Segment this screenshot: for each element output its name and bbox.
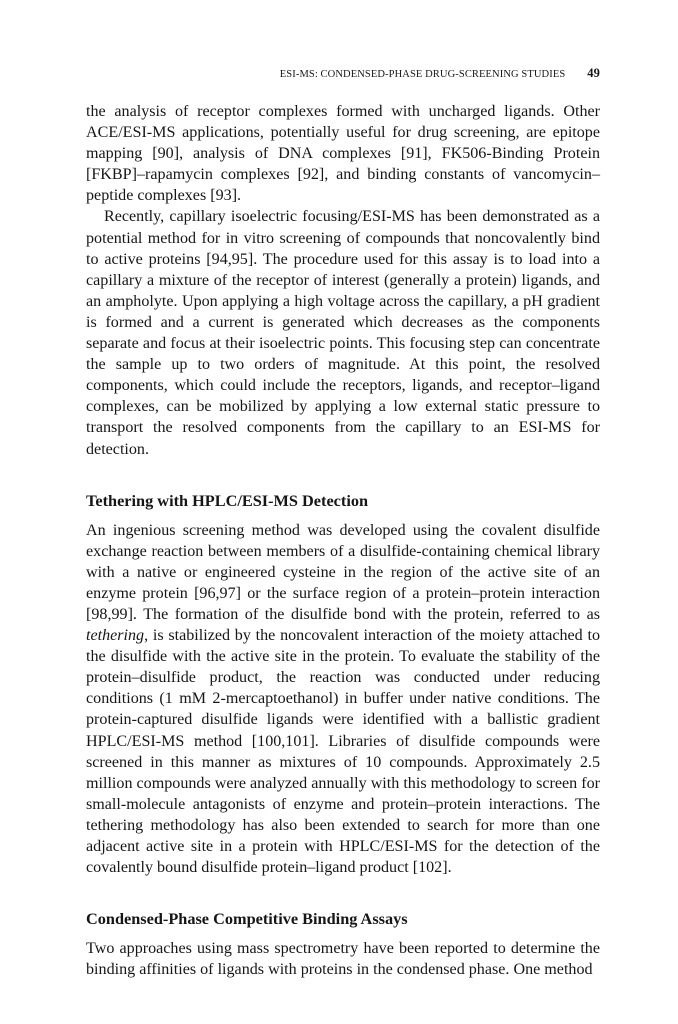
tethering-term: tethering xyxy=(86,627,145,645)
tethering-text-part-2: , is stabilized by the noncovalent interaction of the moiety attached to the disulfide with the active site in the protein. To evaluate the stability of the protein–disulfide product, the reaction was conducted under reducing conditions (1 mM 2-mercaptoethanol) in buffer under native conditions. The protein-captured disulfide ligands were identified with a ballistic gradient HPLC/ESI-MS method [100,101]. Libraries of disulfide compounds were screened in this manner as mixtures of 10 compounds. Approximately 2.5 million compounds were analyzed annually with this methodology to screen for small-molecule antagonists of enzyme and protein–protein interactions. The tethering methodology has also been extended to search for more than one adjacent active site in a protein with HPLC/ESI-MS for the detection of the covalently bound disulfide protein–ligand product [102]. xyxy=(86,627,600,877)
section-heading-tethering: Tethering with HPLC/ESI-MS Detection xyxy=(86,490,369,510)
book-page xyxy=(86,0,600,1024)
body-text xyxy=(86,101,600,980)
page-number: 49 xyxy=(587,66,600,80)
running-head xyxy=(280,66,600,81)
paragraph-competitive-binding: Two approaches using mass spectrometry have been reported to determine the binding affinities of ligands with proteins in the condensed phase. One method xyxy=(86,940,600,979)
paragraph-ace-esi-ms: the analysis of receptor complexes formed with uncharged ligands. Other ACE/ESI-MS applications, potentially useful for drug screening, are epitope mapping [90], analysis of DNA complexes [91], FK506-Binding Protein [FKBP]–rapamycin complexes [92], and binding constants of vancomycin–peptide complexes [93]. xyxy=(86,103,600,205)
running-head-title: ESI-MS: CONDENSED-PHASE DRUG-SCREENING STUDIES xyxy=(279,69,566,80)
tethering-text-part-1: An ingenious screening method was developed using the covalent disulfide exchange reaction between members of a disulfide-containing chemical library with a native or engineered cysteine in the region of the active site of an enzyme protein [96,97] or the surface region of a protein–protein interaction [98,99]. The formation of the disulfide bond with the protein, referred to as xyxy=(86,521,600,623)
paragraph-capillary-isoelectric-focusing: Recently, capillary isoelectric focusing/ESI-MS has been demonstrated as a potential method for in vitro screening of compounds that noncovalently bind to active proteins [94,95]. The procedure used for this assay is to load into a capillary a mixture of the receptor of interest (generally a protein) ligands, and an ampholyte. Upon applying a high voltage across the capillary, a pH gradient is formed and a current is generated which decreases as the components separate and focus at their isoelectric points. This focusing step can concentrate the sample up to two orders of magnitude. At this point, the resolved components, which could include the receptors, ligands, and receptor–ligand complexes, can be mobilized by applying a low external static pressure to transport the resolved components from the capillary to an ESI-MS for detection. xyxy=(86,208,600,458)
paragraph-tethering xyxy=(86,520,600,879)
section-heading-competitive-binding: Condensed-Phase Competitive Binding Assays xyxy=(86,909,408,929)
